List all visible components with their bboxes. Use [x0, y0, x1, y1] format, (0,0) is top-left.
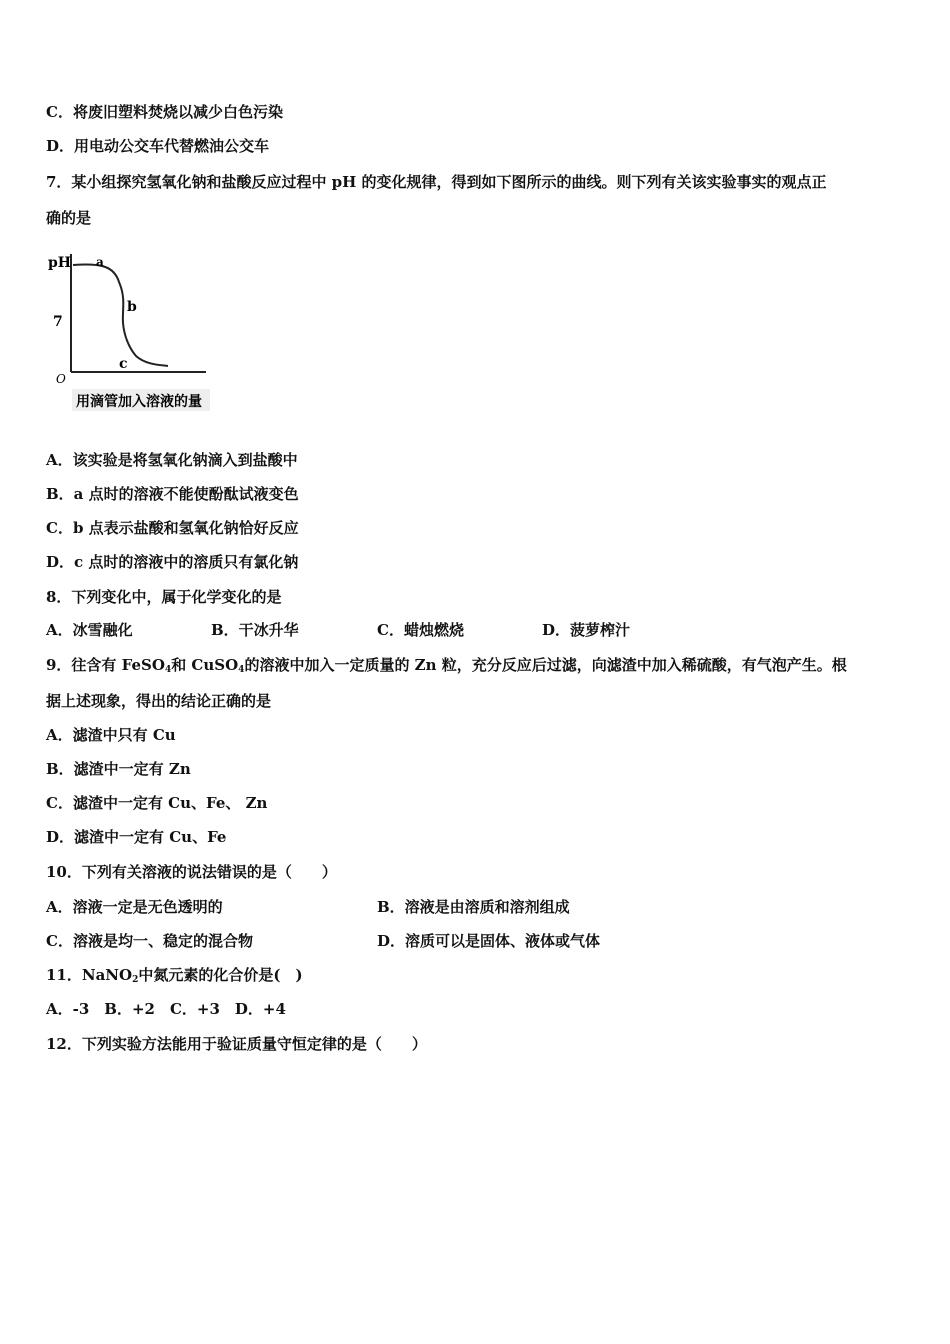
question-11-subscript: 2 — [132, 975, 139, 985]
question-10-option-c: C．溶液是均一、稳定的混合物 — [46, 932, 253, 950]
question-10-stem: 10．下列有关溶液的说法错误的是（ ） — [46, 863, 337, 881]
question-9-stem-prefix: 9．往含有 FeSO — [46, 656, 165, 674]
question-8-option-d: D．菠萝榨汁 — [542, 621, 631, 639]
question-9-stem-suffix: 的溶液中加入一定质量的 Zn 粒，充分反应后过滤，向滤渣中加入稀硫酸，有气泡产生。根 — [244, 656, 847, 674]
x-axis-caption: 用滴管加入溶液的量 — [76, 394, 202, 410]
question-12-stem: 12．下列实验方法能用于验证质量守恒定律的是（ ） — [46, 1035, 427, 1053]
question-9-subscript-2: 4 — [238, 665, 245, 675]
question-11-stem-prefix: 11．NaNO — [46, 966, 133, 984]
question-9-option-b: B．滤渣中一定有 Zn — [46, 760, 191, 778]
question-7-option-d: D．c 点时的溶液中的溶质只有氯化钠 — [46, 553, 299, 571]
point-c-label: c — [119, 356, 128, 372]
question-11-stem-suffix: 中氮元素的化合价是( ) — [138, 966, 303, 984]
ph-curve-figure — [46, 248, 226, 418]
question-7-stem: 7．某小组探究氢氧化钠和盐酸反应过程中 pH 的变化规律，得到如下图所示的曲线。则下列有关该实验事实的观点正 — [46, 173, 827, 191]
question-10-options-row-2 — [46, 931, 906, 951]
question-11-stem — [46, 965, 303, 990]
question-9-subscript-1: 4 — [164, 665, 172, 675]
question-9-option-c: C．滤渣中一定有 Cu、Fe、 Zn — [46, 794, 268, 812]
ph-curve-graph — [46, 248, 226, 418]
origin-label: O — [56, 372, 66, 386]
tick-label-7: 7 — [53, 314, 63, 330]
question-8-option-a: A．冰雪融化 — [46, 621, 133, 639]
question-7-option-a: A．该实验是将氢氧化钠滴入到盐酸中 — [46, 451, 298, 469]
question-9-stem-mid: 和 CuSO — [171, 656, 239, 674]
question-11-options: A．-3 B．+2 C．+3 D．+4 — [46, 1000, 286, 1018]
question-6-option-d: D．用电动公交车代替燃油公交车 — [46, 137, 270, 155]
question-7-option-b: B．a 点时的溶液不能使酚酞试液变色 — [46, 485, 299, 503]
y-axis-label: pH — [48, 255, 72, 271]
question-9-stem-continued: 据上述现象，得出的结论正确的是 — [46, 692, 272, 710]
question-8-options — [46, 620, 906, 640]
question-8-option-c: C．蜡烛燃烧 — [377, 621, 464, 639]
question-9-stem — [46, 655, 847, 680]
ph-curve — [73, 264, 168, 366]
question-10-options-row-1 — [46, 897, 906, 917]
question-7-stem-continued: 确的是 — [46, 209, 92, 227]
question-10-option-b: B．溶液是由溶质和溶剂组成 — [377, 898, 570, 916]
question-9-option-a: A．滤渣中只有 Cu — [46, 726, 176, 744]
question-7-option-c: C．b 点表示盐酸和氢氧化钠恰好反应 — [46, 519, 299, 537]
question-8-option-b: B．干冰升华 — [211, 621, 299, 639]
question-10-option-a: A．溶液一定是无色透明的 — [46, 898, 223, 916]
question-6-option-c: C．将废旧塑料焚烧以减少白色污染 — [46, 103, 283, 121]
question-8-stem: 8．下列变化中，属于化学变化的是 — [46, 588, 282, 606]
point-a-label: a — [96, 255, 104, 269]
question-9-option-d: D．滤渣中一定有 Cu、Fe — [46, 828, 227, 846]
question-10-option-d: D．溶质可以是固体、液体或气体 — [377, 932, 601, 950]
point-b-label: b — [127, 299, 137, 315]
